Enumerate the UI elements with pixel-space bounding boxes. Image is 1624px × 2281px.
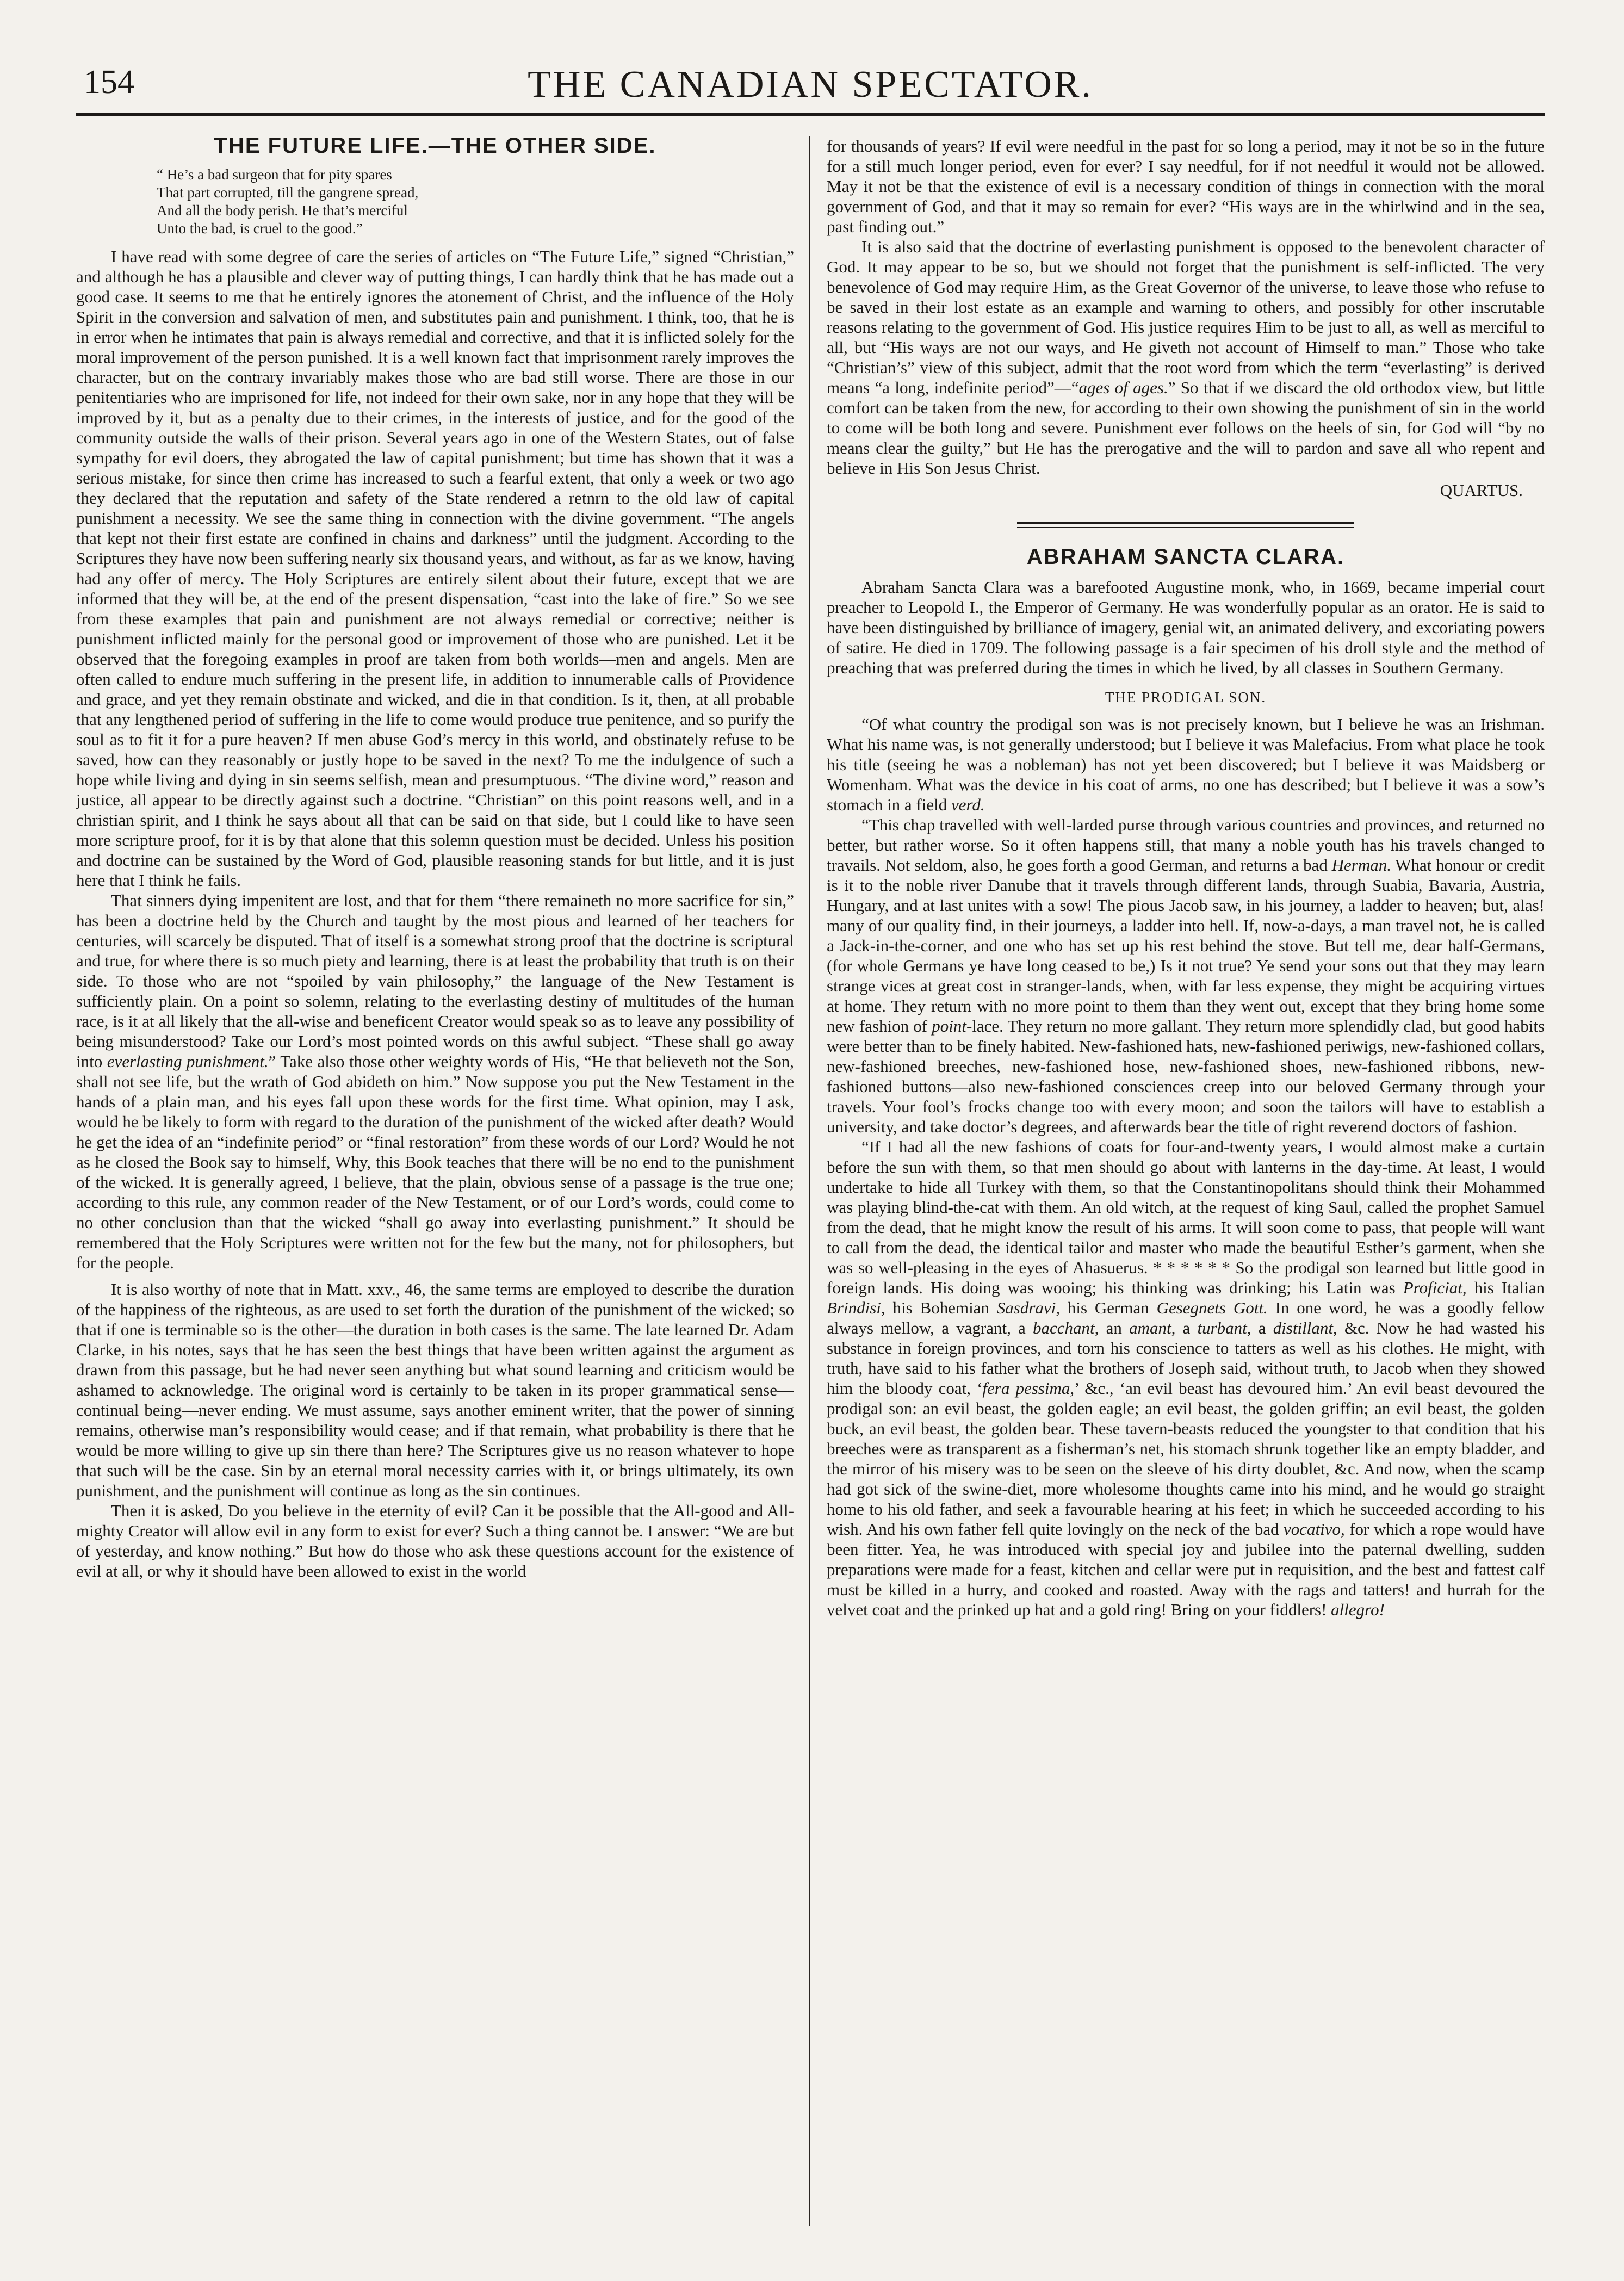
text-run: his German [1067,1298,1149,1317]
left-column [76,136,794,2226]
text-run: his Italian [1474,1278,1545,1297]
epigraph-line: “ He’s a bad surgeon that for pity spares [157,166,392,183]
paragraph: Abraham Sancta Clara was a barefooted Augustine monk, who, in 1669, became imperial court preacher to Leopold I., the Emperor of Germany. He was wonderfully popular as an orator. He is said to have been distinguished by brilliance of imagery, genial wit, an animated delivery, and excoriating powers of satire. He died in 1709. The following passage is a fair specimen of his droll style and the method of preaching that was preferred during the times in which he lived, by all classes in Southern Germany. [827,578,1545,677]
paragraph [827,714,1545,815]
text-run: It is also said that the doctrine of everlasting punishment is opposed to the benevolent character of God. It may appear to be so, but we should not forget that the punishment is self-inflicted. The very benevolence of God may require Him, as the Great Governor of the universe, to leave those who refuse to be saved in their lost estate as an example and warning to others, and possibly for other inscrutable reasons relating to the government of God. His justice requires Him to be just to all, as well as merciful to all, but “His ways are not our ways, and He giveth not account of Himself to man.” Those who take “Christian’s” view of this subject, admit that the root word from which the term “everlasting” is derived means “a long, indefinite period”—“ [827,237,1545,397]
paragraph [827,1137,1545,1620]
text-run: “This chap travelled with well-larded purse through various countries and provinces, and returned no better, but rather worse. So it often happens still, that many a noble youth has his travels changed to travails. Not seldom, also, he goes forth a good German, and returns a bad [827,815,1545,875]
columns [76,136,1545,2226]
masthead [76,61,1545,116]
text-run: ” So that if we discard the old orthodox view, but little comfort can be taken from the new, for according to their own showing the punishment of sin in the world to come will be both long and severe. Punishment ever follows on the heels of sin, for God will “by no means clear the guilty,” but He has the prerogative and the will to pardon and save all who repent and believe in His Son Jesus Christ. [827,378,1545,478]
emphasis: Herman. [1331,856,1392,875]
text-run: an [1106,1318,1122,1337]
text-run: a [1182,1318,1191,1337]
emphasis: everlasting punishment. [107,1052,269,1071]
text-run: for which a rope would have been fitter. Yea, he was introduced with special joy and jubilee into the paternal dwelling, sudden preparations were made for a feast, kitchen and cellar were put in requisition, and the best and fattest calf must be killed in a hurry, and cooked and roasted. Away with the rags and tatters! and hurrah for the velvet coat and the prinked up hat and a gold ring! Bring on your fiddlers! [827,1520,1545,1619]
text-run: &c. Now he had wasted his substance in foreign provinces, and torn his conscience to tatters as well as his clothes. He might, with truth, have said to his father what the brothers of Joseph said, without truth, to Jacob when they showed him the bloody coat, ‘ [827,1318,1545,1398]
paragraph: I have read with some degree of care the series of articles on “The Future Life,” signed “Christian,” and although he has a plausible and clever way of putting things, I can hardly think that he has made out a good case. It seems to me that he entirely ignores the atonement of Christ, and the influence of the Holy Spirit in the conversion and salvation of men, and substitutes pain and punishment. I think, too, that he is in error when he intimates that pain is always remedial and corrective, and that it is inflicted solely for the moral improvement of the person punished. It is a well known fact that imprisonment rarely improves the character, but on the contrary invariably makes those who are bad still worse. There are those in our penitentiaries who are imprisoned for life, not indeed for their own sake, nor in any hope that they will be improved by it, but as a penalty due to their crimes, in the interests of justice, and for the good of the community outside the walls of their prison. Several years ago in one of the Western States, out of false sympathy for evil doers, they abrogated the law of capital punishment; but time has shown that it was a serious mistake, for since then crime has increased to such a fearful extent, that only a week or two ago they declared that the reputation and safety of the State rendered a retnrn to the old law of capital punishment a necessity. We see the same thing in connection with the divine government. “The angels that kept not their first estate are confined in chains and darkness” until the judgment. According to the Scriptures they have now been suffering nearly six thousand years, and without, as far as we know, having had any offer of mercy. The Holy Scriptures are entirely silent about their future, except that we are informed that they will be, at the end of the present dispensation, “cast into the lake of fire.” So we see from these examples that pain and punishment are not always remedial or corrective; neither is punishment inflicted mainly for the personal good or improvement of those who are punished. Let it be observed that the foregoing examples in proof are taken from both worlds—men and angels. Men are often called to endure much suffering in the present life, in addition to innumerable calls of Providence and grace, and yet they remain obstinate and wicked, and die in that condition. Is it, then, at all probable that any lengthened period of suffering in the life to come would produce true penitence, and so purify the soul as to fit it for a pure heaven? If men abuse God’s mercy in this world, and obstinately refuse to be saved, how can they reasonably or justly hope to be saved in the next? To me the indulgence of such a hope while living and dying in sin seems selfish, mean and presumptuous. “The divine word,” reason and justice, all appear to be directly against such a doctrine. “Christian” on this point reasons well, and in a christian spirit, and I think he says about all that can be said on that side, but I could like to have seen more scripture proof, for it is by that alone that this solemn question must be decided. Unless his position and doctrine can be sustained by the Word of God, plausible reasoning stands for but little, and it is just here that I think he fails. [76,247,794,890]
emphasis: amant, [1129,1318,1176,1337]
epigraph-line: That part corrupted, till the gangrene spread, [157,184,419,201]
paragraph: Then it is asked, Do you believe in the eternity of evil? Can it be possible that the All-good and All-mighty Creator will allow evil in any form to exist for ever? Such a thing cannot be. I answer: “We are but of yesterday, and know nothing.” But how do those who ask these questions account for the existence of evil at all, or why it should have been allowed to exist in the world [76,1501,794,1580]
epigraph-line: Unto the bad, is cruel to the good.” [157,220,363,237]
text-run: ” Take also those other weighty words of His, “He that believeth not the Son, shall not see life, but the wrath of God abideth on him.” Now suppose you put the New Testament in the hands of a plain man, and his eyes fall upon these words for the first time. What opinion, may I ask, would he be likely to form with regard to the duration of the punishment of the wicked after death? Would he get the idea of an “indefinite period” or “final restoration” from these words of our Lord? Would he not as he closed the Book say to himself, Why, this Book teaches that there will be no end to the punishment of the wicked. It is generally agreed, I believe, that the plain, obvious sense of a passage is the true one; according to this rule, any common reader of the New Testament, or of our Lord’s words, could come to no other conclusion than that the wicked “shall go away into everlasting punishment.” It should be remembered that the Holy Scriptures were written not for the few but the many, not for philosophers, but for the people. [76,1052,794,1272]
paragraph [827,815,1545,1137]
text-run: “If I had all the new fashions of coats for four-and-twenty years, I would almost make a curtain before the sun with them, so that men should go about with lanterns in the day-time. At least, I would undertake to hide all Turkey with them, so that the Constantinopolitans should think their Mohammed was playing blind-the-cat with them. An old witch, at the request of king Saul, called the prophet Samuel from the dead, that he might know the result of his arms. It will soon come to pass, that people will want to call from the dead, the identical tailor and master who made the beautiful Esther’s garment, when she was so well-pleasing in the eyes of Ahasuerus. * * * * * * So the prodigal son learned but little good in foreign lands. His doing was wooing; his thinking was drinking; his Latin was [827,1137,1545,1297]
article-title-future-life: THE FUTURE LIFE.—THE OTHER SIDE. [214,136,656,158]
text-run: “Of what country the prodigal son was is not precisely known, but I believe he was an Irishman. What his name was, is not generally understood; but I believe it was Malefacius. From what place he took his title (seeing he was a nobleman) has not yet been discovered; but I believe it was Maidsberg or Womenham. What was the device in his coat of arms, no one has described; but I believe it was a sow’s stomach in a field [827,715,1545,814]
paragraph [76,890,794,1273]
epigraph [157,166,794,238]
emphasis: ages of ages. [1078,378,1168,397]
emphasis: fera pessima, [982,1379,1075,1398]
text-run: -lace. They return no more gallant. They return more splendidly clad, but good habits were better than to be finely habited. New-fashioned hats, new-fashioned periwigs, new-fashioned collars, new-fashioned breeches, new-fashioned hose, new-fashioned shoes, new-fashioned ribbons, new-fashioned buttons—also new-fashioned consciences creep into our beloved Germany through your travels. Your fool’s frocks change too with every moon; and soon the tailors will have to establish a university, and take doctor’s degrees, and afterwards bear the title of right reverend doctors of fashion. [827,1016,1545,1136]
paragraph [827,237,1545,478]
text-run: In one word, he was a goodly fellow always mellow, a vagrant, a [827,1298,1545,1337]
article-title-sancta-clara: ABRAHAM SANCTA CLARA. [1026,545,1345,569]
text-run: What honour or credit is it to the noble river Danube that it travels through different lands, through Suabia, Bavaria, Austria, Hungary, and at last unites with a sow! The pious Jacob saw, in his journey, a ladder to heaven; but, alas! many of our quality find, in their journeys, a ladder into hell. If, now-a-days, a man travel not, he is called a Jack-in-the-corner, and one who has set up his rest behind the stove. But tell me, dear half-Germans, (for whole Germans ye have long ceased to be,) Is it not true? Ye send your sons out that they may learn strange vices at great cost in stranger-lands, when, with far less expense, they might be acquiring virtues at home. They return with no more point to them than they went out, except that they bring home some new fashion of [827,856,1545,1036]
paragraph-continued: for thousands of years? If evil were needful in the past for so long a period, may it not be so in the future for a still much longer period, even for ever? I say needful, for if not needful it would not be allowed. May it not be that the existence of evil is a necessary condition of things in connection with the moral government of God, and that it may so remain for ever? “His ways are in the whirlwind and in the sea, past finding out.” [827,137,1545,236]
text-run: a [1258,1318,1266,1337]
newspaper-title: THE CANADIAN SPECTATOR. [528,64,1093,106]
epigraph-line: And all the body perish. He that’s merciful [157,202,408,219]
emphasis: Brindisi, [827,1298,885,1317]
emphasis: allegro! [1331,1600,1385,1619]
emphasis: bacchant, [1033,1318,1099,1337]
paragraph: It is also worthy of note that in Matt. xxv., 46, the same terms are employed to describe the duration of the happiness of the righteous, as are used to set forth the duration of the punishment of the wicked; so that if one is terminable so is the other—the duration in both cases is the same. The late learned Dr. Adam Clarke, in his notes, says that he has seen the best things that have been written against the argument as drawn from this passage, but he had never seen anything but what sound learning and criticism would be ashamed to acknowledge. The original word is certainly to be taken in its proper grammatical sense—continual being—never ending. We must assume, says another eminent writer, that the power of sinning remains, otherwise man’s responsibility would cease; and if that remain, what probability is there that he would be more willing to give up sin there than here? The Scriptures give us no reason whatever to hope that such will be the case. Sin by an eternal moral necessity carries with it, or brings ultimately, its own punishment, and the punishment will continue as long as the sin continues. [76,1280,794,1500]
page-number: 154 [84,64,134,101]
emphasis: verd. [951,795,985,814]
text-run: That sinners dying impenitent are lost, and that for them “there remaineth no more sacrifice for sin,” has been a doctrine held by the Church and taught by the most pious and learned of her teachers for centuries, will scarcely be disputed. That of itself is a somewhat strong proof that the doctrine is scriptural and true, for where there is so much piety and learning, there is at least the probability that truth is on their side. To those who are not “spoiled by vain philosophy,” the language of the New Testament is sufficiently plain. On a point so solemn, relating to the everlasting destiny of multitudes of the human race, is it at all likely that the all-wise and beneficent Creator would speak so as to leave any possibility of being misunderstood? Take our Lord’s most pointed words on this awful subject. “These shall go away into [76,891,794,1071]
text-run: his Bohemian [892,1298,989,1317]
emphasis: vocativo, [1284,1520,1345,1539]
right-column [827,136,1545,2226]
subheading: THE PRODIGAL SON. [1105,689,1267,705]
emphasis: distillant, [1273,1318,1337,1337]
column-divider [809,136,810,2226]
newspaper-page [76,61,1545,2226]
emphasis: turbant, [1197,1318,1251,1337]
emphasis: Gesegnets Gott. [1156,1298,1268,1317]
emphasis: point [932,1016,966,1036]
emphasis: Sasdravi, [996,1298,1061,1317]
text-run: ’ &c., ‘an evil beast has devoured him.’ An evil beast devoured the prodigal son: an evil beast, the golden eagle; an evil beast, the golden griffin; an evil beast, the golden buck, an evil beast, the golden bear. These tavern-beasts reduced the youngster to that condition that his breeches were as transparent as a fisherman’s net, his stomach shrunk together like an empty bladder, and the mirror of his misery was to be seen on the sleeve of his dirty doublet, &c. And now, when the scamp had got sick of the swine-diet, more wholesome thoughts came into his mind, and he would go straight home to his old father, and seek a favourable hearing at his feet; in which he succeeded according to his wish. And his own father fell quite lovingly on the neck of the bad [827,1379,1545,1539]
signature: QUARTUS. [1440,481,1523,500]
section-divider [1017,522,1354,528]
emphasis: Proficiat, [1403,1278,1467,1297]
